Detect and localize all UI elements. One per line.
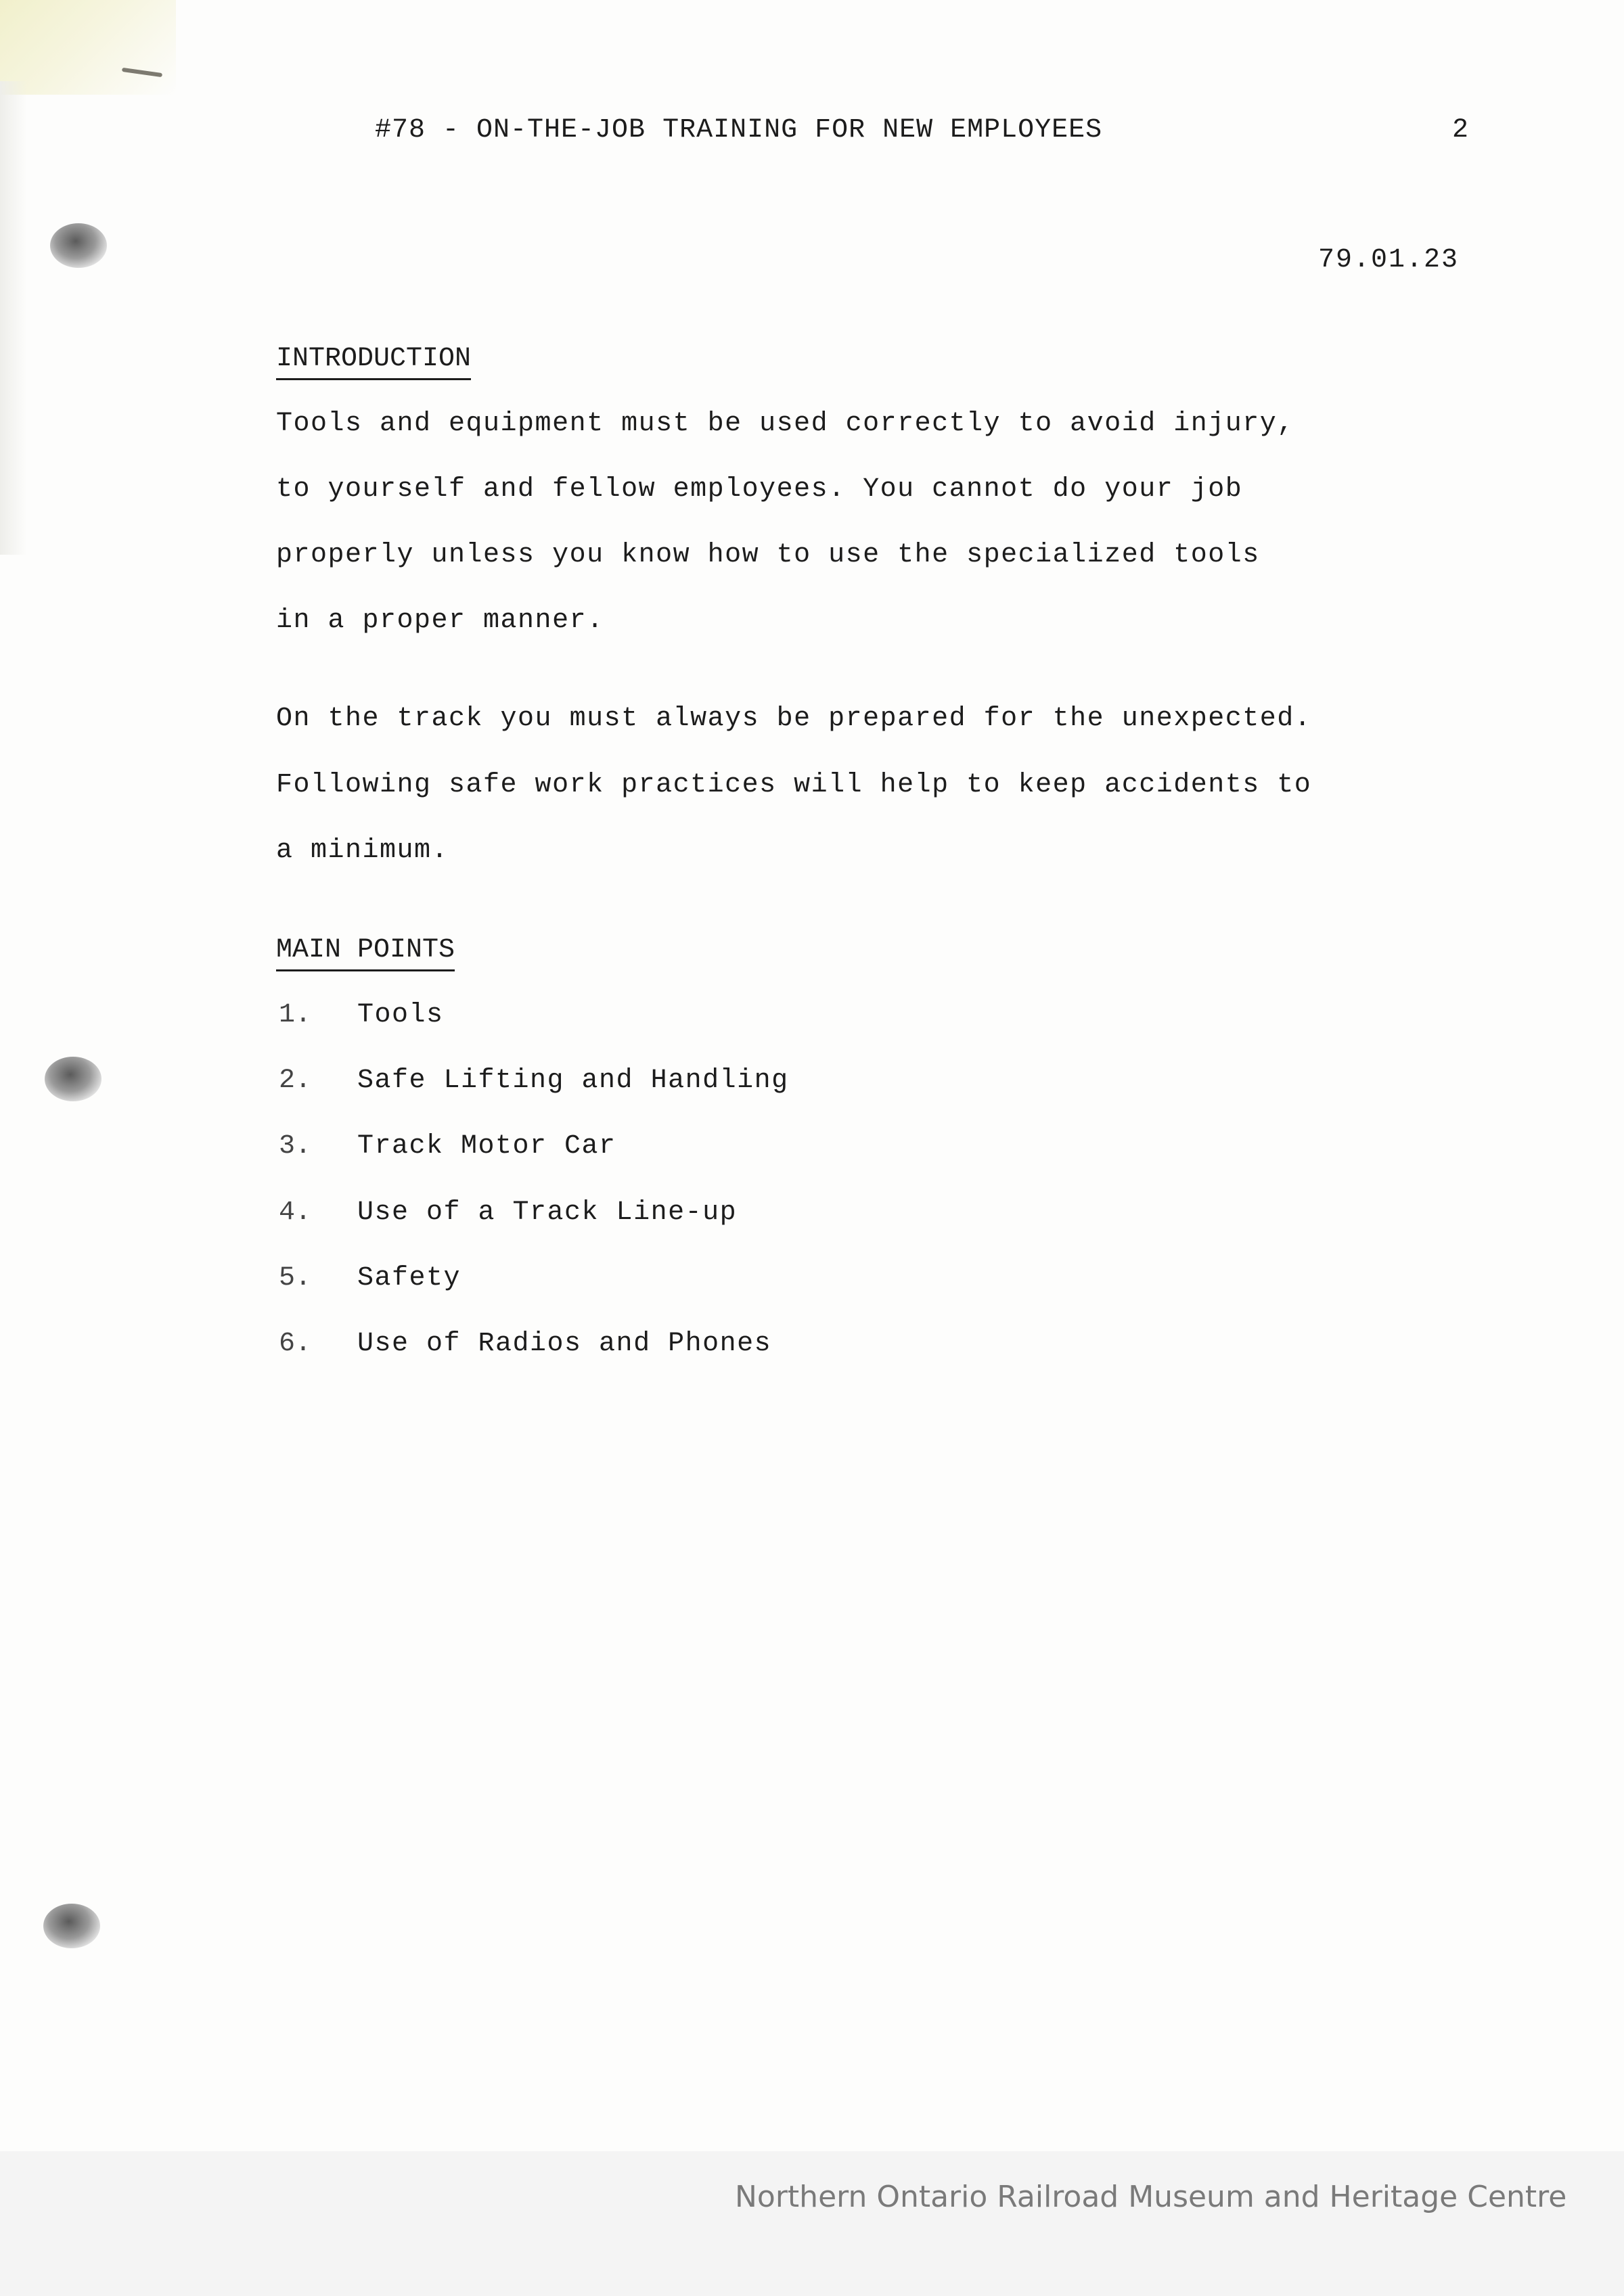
list-item-number: 3.	[279, 1131, 312, 1162]
punch-hole	[43, 1904, 100, 1948]
list-item: Use of Radios and Phones	[357, 1329, 772, 1359]
list-item-number: 2.	[279, 1065, 312, 1096]
paragraph-line: a minimum.	[276, 835, 449, 866]
main-points-heading: MAIN POINTS	[276, 935, 455, 971]
paragraph-line: to yourself and fellow employees. You cannot do your job	[276, 474, 1243, 505]
punch-hole	[50, 223, 107, 268]
document-date: 79.01.23	[1318, 245, 1460, 275]
paragraph-line: in a proper manner.	[276, 605, 604, 636]
list-item-number: 6.	[279, 1329, 312, 1359]
document-title: #78 - ON-THE-JOB TRAINING FOR NEW EMPLOYEES	[375, 115, 1103, 145]
scan-footer-band	[0, 2151, 1624, 2296]
list-item-number: 1.	[279, 1000, 312, 1030]
list-item: Tools	[357, 1000, 444, 1030]
paragraph-line: On the track you must always be prepared for the unexpected.	[276, 704, 1312, 734]
paragraph-line: Tools and equipment must be used correctly to avoid injury,	[276, 409, 1294, 439]
list-item: Use of a Track Line-up	[357, 1197, 738, 1228]
list-item-number: 4.	[279, 1197, 312, 1228]
paragraph-line: Following safe work practices will help to keep accidents to	[276, 770, 1312, 800]
paragraph-line: properly unless you know how to use the specialized tools	[276, 540, 1260, 570]
paper-fold-shadow	[0, 81, 27, 555]
paper-stain	[0, 0, 176, 95]
introduction-heading: INTRODUCTION	[276, 344, 471, 380]
list-item: Safe Lifting and Handling	[357, 1065, 789, 1096]
punch-hole	[45, 1057, 102, 1101]
list-item: Safety	[357, 1263, 461, 1293]
page-number: 2	[1452, 115, 1469, 145]
list-item: Track Motor Car	[357, 1131, 616, 1162]
list-item-number: 5.	[279, 1263, 312, 1293]
archive-watermark: Northern Ontario Railroad Museum and Heritage Centre	[735, 2180, 1567, 2214]
